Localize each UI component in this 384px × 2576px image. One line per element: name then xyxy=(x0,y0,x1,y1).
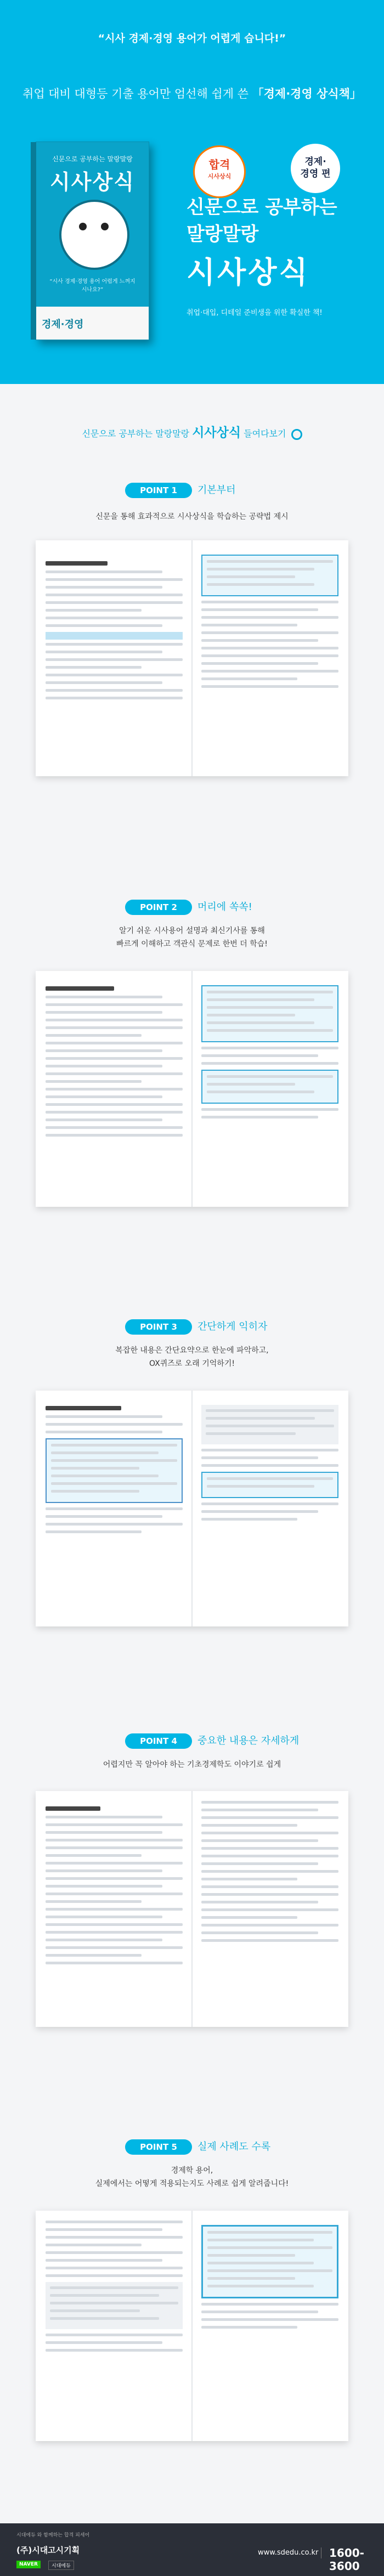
point-description-line: 경제학 용어, xyxy=(171,2166,213,2175)
book-page-spread xyxy=(36,540,348,776)
page-left xyxy=(46,550,183,704)
point-label: POINT 1 xyxy=(125,483,192,498)
point-description-line: OX퀴즈로 오래 기억하기! xyxy=(149,1359,235,1368)
point-label: POINT 3 xyxy=(125,1319,192,1335)
page-right xyxy=(201,1801,338,1947)
point-label: POINT 2 xyxy=(125,900,192,915)
point-label: POINT 4 xyxy=(125,1733,192,1749)
book-page-spread xyxy=(36,2211,348,2441)
point-description-line: 빠르게 이해하고 객관식 문제로 한번 더 학습! xyxy=(116,940,268,948)
point-description-line: 어렵지만 꼭 알아야 하는 기초경제학도 이야기로 쉽게 xyxy=(103,1760,281,1769)
point-description-line: 신문을 통해 효과적으로 시사상식을 학습하는 공략법 제시 xyxy=(95,512,289,521)
footer-tagline: 시대에듀 와 함께하는 합격 피세어 xyxy=(16,2533,90,2538)
page-gutter xyxy=(191,2211,193,2441)
footer-phone: 1600-3600 xyxy=(329,2546,364,2573)
point-description-line: 알기 쉬운 시사용어 설명과 최신기사를 통해 xyxy=(119,927,265,935)
footer-url[interactable]: www.sdedu.co.kr xyxy=(258,2549,319,2557)
page-left xyxy=(46,981,183,1142)
point-description xyxy=(0,1758,384,1771)
page-right xyxy=(201,981,338,1123)
page-gutter xyxy=(191,540,193,776)
page-left xyxy=(46,2221,183,2357)
magnifier-icon xyxy=(291,429,302,440)
hero-title xyxy=(187,192,373,317)
hero-quote: “시사 경제·경영 용어가 어렵게 습니다!” xyxy=(98,32,286,44)
preview-heading-tail: 들여다보기 xyxy=(244,428,286,439)
edition-badge xyxy=(291,144,340,193)
page-right xyxy=(201,2221,338,2334)
point-description xyxy=(0,924,384,951)
point-description xyxy=(0,510,384,523)
naver-logo: NAVER xyxy=(16,2561,41,2568)
book-top-text: 신문으로 공부하는 말랑말랑 xyxy=(52,155,133,163)
hero-subtitle xyxy=(0,85,384,101)
page-left xyxy=(46,1400,183,1538)
page-right xyxy=(201,1400,338,1526)
book-footer xyxy=(36,307,149,340)
page-gutter xyxy=(191,971,193,1207)
point-name: 실제 사례도 수록 xyxy=(197,2141,271,2153)
preview-heading-bold: 시사상식 xyxy=(192,426,241,440)
book-page-spread xyxy=(36,1791,348,2027)
hero-title-line3: 시사상식 xyxy=(187,255,310,290)
point-description xyxy=(0,1344,384,1370)
pass-badge-top: 합격 xyxy=(208,158,230,171)
hero-title-line1: 신문으로 공부하는 xyxy=(187,196,337,218)
point-name: 간단하게 익히자 xyxy=(197,1321,268,1332)
preview-heading-plain: 신문으로 공부하는 말랑말랑 xyxy=(82,428,190,439)
book-page-spread xyxy=(36,1391,348,1626)
footer-company: (주)시대고시기획 xyxy=(16,2545,80,2555)
page-right xyxy=(201,550,338,693)
edition-badge-label: 경제· 경영 편 xyxy=(300,156,331,179)
book-cover xyxy=(36,142,149,340)
hero-title-line2: 말랑말랑 xyxy=(187,223,259,245)
point-description-line: 실제에서는 어떻게 적용되는지도 사례로 쉽게 알려줍니다! xyxy=(95,2179,289,2188)
mascot-eye xyxy=(79,223,87,230)
book-spine xyxy=(31,142,36,340)
point-description xyxy=(0,2164,384,2190)
pass-badge xyxy=(193,145,246,198)
page-gutter xyxy=(191,1391,193,1626)
mascot-eye xyxy=(101,223,109,230)
book-footer-label: 경제·경영 xyxy=(42,319,84,330)
point-name: 머리에 쏙쏙! xyxy=(197,901,252,913)
hero-tagline: 취업·대입, 디테일 준비생을 위한 확실한 책! xyxy=(187,309,323,317)
page-gutter xyxy=(191,1791,193,2027)
book-page-spread xyxy=(36,971,348,1207)
point-name: 중요한 내용은 자세하게 xyxy=(197,1735,300,1747)
naver-search-label[interactable]: 시대에듀 xyxy=(48,2561,74,2570)
hero-subtitle-plain: 취업 대비 대형등 기출 용어만 엄선해 쉽게 쓴 xyxy=(22,87,249,100)
book-caption: “시사 경제·경영 용어 어렵게 느껴지시나요?” xyxy=(49,279,135,293)
page-left xyxy=(46,1801,183,1969)
preview-heading xyxy=(0,422,384,440)
book-mascot-illustration xyxy=(59,200,129,270)
point-description-line: 복잡한 내용은 간단요약으로 한눈에 파악하고, xyxy=(115,1346,269,1355)
footer-bar xyxy=(0,2523,384,2576)
point-name: 기본부터 xyxy=(197,484,236,496)
point-label: POINT 5 xyxy=(125,2139,192,2155)
pass-badge-bottom: 시사상식 xyxy=(207,173,231,180)
book-title: 시사상식 xyxy=(50,170,135,194)
hero-banner xyxy=(0,0,384,384)
hero-subtitle-bold: 「경제·경영 상식책」 xyxy=(252,87,362,100)
